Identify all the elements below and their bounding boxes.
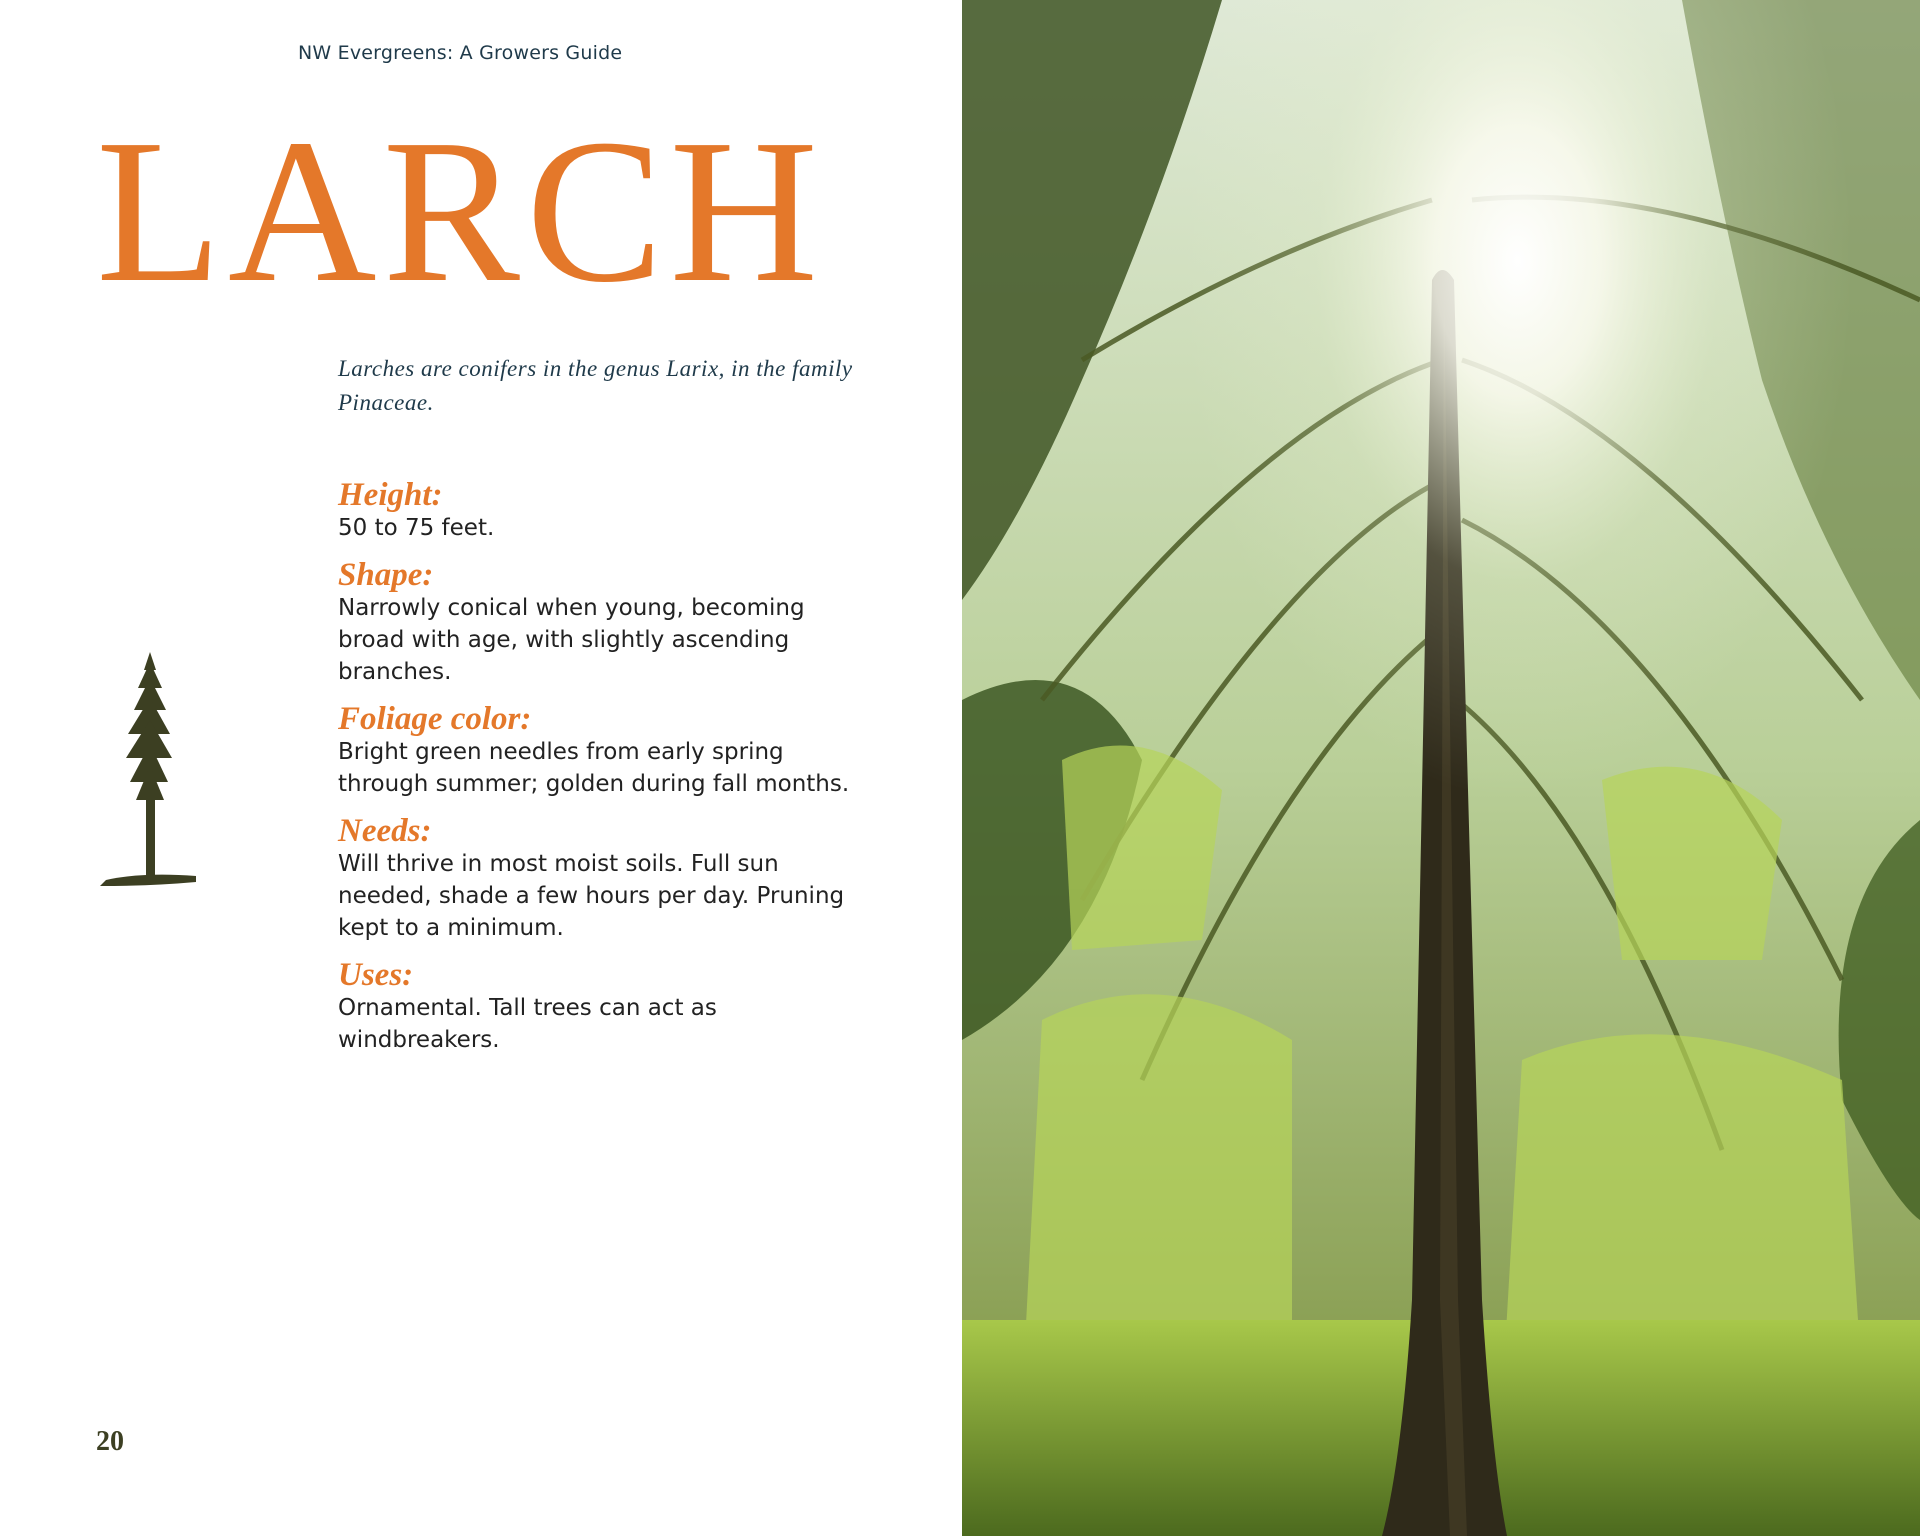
spec-needs <box>338 814 868 944</box>
spec-height <box>338 478 868 544</box>
larch-tree-photo <box>962 0 1920 1536</box>
spec-heading: Needs: <box>338 813 432 849</box>
spec-heading: Shape: <box>338 557 434 593</box>
spec-body: Ornamental. Tall trees can act as windbreakers. <box>338 995 717 1053</box>
page-title: LARCH <box>96 96 825 325</box>
intro-text: Larches are conifers in the genus Larix, in the family Pinaceae. <box>338 356 853 415</box>
spec-body: Will thrive in most moist soils. Full sun needed, shade a few hours per day. Pruning kept to a minimum. <box>338 851 845 941</box>
spec-body: Narrowly conical when young, becoming broad with age, with slightly ascending branches. <box>338 595 805 685</box>
spec-foliage-color <box>338 702 868 800</box>
spec-uses <box>338 958 868 1056</box>
running-head: NW Evergreens: A Growers Guide <box>298 42 623 64</box>
spec-heading: Uses: <box>338 957 414 993</box>
spec-list <box>338 478 868 1070</box>
spec-body: Bright green needles from early spring through summer; golden during fall months. <box>338 739 850 797</box>
spec-heading: Foliage color: <box>338 701 532 737</box>
spec-shape <box>338 558 868 688</box>
page-number: 20 <box>96 1426 124 1457</box>
spec-heading: Height: <box>338 477 443 513</box>
conifer-tree-icon <box>92 648 204 892</box>
spec-body: 50 to 75 feet. <box>338 515 495 541</box>
